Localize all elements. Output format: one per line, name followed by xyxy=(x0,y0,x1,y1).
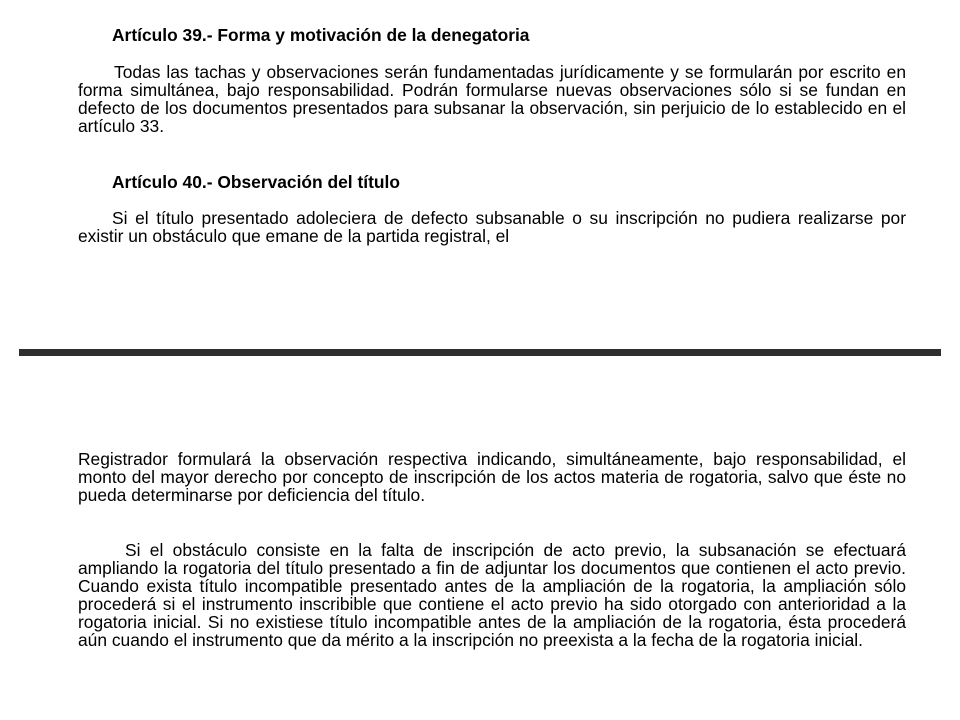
article-40-paragraph-start: Si el título presentado adoleciera de defecto subsanable o su inscripción no pudiera realizarse por existir un obstáculo que emane de la partida registral, el xyxy=(78,208,906,246)
article-39-paragraph: Todas las tachas y observaciones serán fundamentadas jurídicamente y se formularán por escrito en forma simultánea, bajo responsabilidad. Podrán formularse nuevas observaciones sólo si se fundan en defecto de los documentos presentados para subsanar la observación, sin perjuicio de lo establecido en el artículo 33. xyxy=(78,62,906,136)
article-40-paragraph-2: Si el obstáculo consiste en la falta de inscripción de acto previo, la subsanación se efectuará ampliando la rogatoria del título presentado a fin de adjuntar los documentos que contienen el acto previo. Cuando exista título incompatible presentado antes de la ampliación de la rogatoria, la ampliación sólo procederá si el instrumento inscribible que contiene el acto previo ha sido otorgado con anterioridad a la rogatoria inicial. Si no existiese título incompatible antes de la ampliación de la rogatoria, ésta procederá aún cuando el instrumento que da mérito a la inscripción no preexista a la fecha de la rogatoria inicial. xyxy=(78,540,906,650)
article-40-heading: Artículo 40.- Observación del título xyxy=(112,172,400,192)
page-break-divider xyxy=(19,349,941,356)
article-40-paragraph-continued: Registrador formulará la observación respectiva indicando, simultáneamente, bajo responsabilidad, el monto del mayor derecho por concepto de inscripción de los actos materia de rogatoria, salvo que éste no pueda determinarse por deficiencia del título. xyxy=(78,449,906,505)
article-39-heading: Artículo 39.- Forma y motivación de la denegatoria xyxy=(112,25,530,45)
